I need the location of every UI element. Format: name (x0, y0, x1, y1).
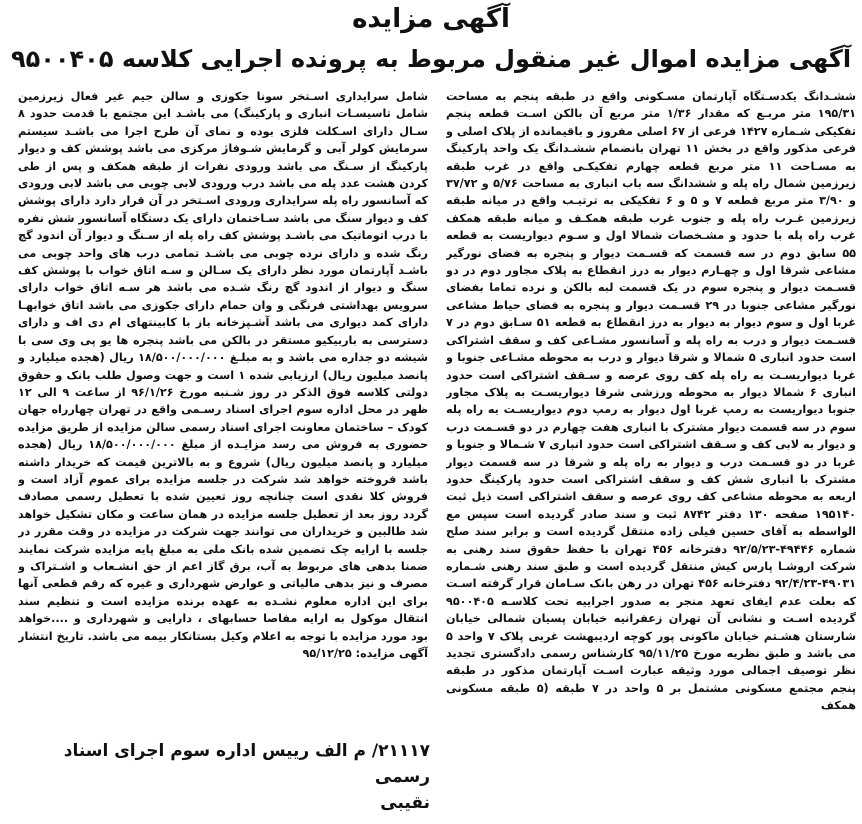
body-left-column: شامل سرایداری اسـتخر سونا جکوزی و سالن جیم غیر فعال زیرزمین شامل تاسیسـات انباری و پارکینگ) می باشـد این مجتمع با قدمت حدود ۸ سـال دارای اسـکلت فلزی بوده و نمای آن طرح اجرا می باشـد سیستم سرمایش کولر آبی و گرمایش شـوفاژ مرکزی می باشد پوشش کف و دیوار پارکینگ از سـنگ می باشد ورودی نفرات از طبقه همکف و پس از طی کردن هشت عدد پله می باشد درب ورودی لابی چوبی می باشد لابی ورودی که آسانسور راه پله سرایداری ورودی اسـتخر در آن قرار دارد دارای پوشش کف و دیوار سنگ می باشد سـاختمان دارای یک دستگاه آسانسور شش نفره با درب اتوماتیک می باشـد پوشش کف راه پله از سـنگ و دیوار آن اندود گچ رنگ شده و دارای نرده چوبی می باشـد تمامی درب های واحد چوبی می باشـد آپارتمان مورد نظر دارای یک سـالن و سـه اتاق خواب با پوشش کف سنگ و دیوار از اندود گچ رنگ شـده می باشد هر سـه اتاق خواب دارای سرویس بهداشتی فرنگی و وان حمام دارای جکوزی می باشد اتاق خوابهـا دارای کمد دیواری می باشد آشـپزخانه باز با کابینتهای ام دی اف و دارای دسترسی به باربیکیو مستقر در بالکن می باشد پنجره ها یو پی وی سی با شیشه دو جداره می باشد و به مبلـغ ۱۸/۵۰۰/۰۰۰/۰۰۰ ریال (هجده میلیارد و پانصد میلیون ریال) ارزیابی شده ۱ است و جهت وصول طلب بانک و حقوق دولتی کلاسه فوق الذکر در روز شـنبه مورخ ۹۶/۱/۲۶ از ساعت ۹ الی ۱۲ ظهر در محل اداره سوم اجرای اسناد رسـمی واقع در تهران چهارراه جهان کودک – ساختمان معاونت اجرای اسناد رسمی سالن مزایده از طریق مزایده حضوری به فروش می رسد مزایـده از مبلغ ۱۸/۵۰۰/۰۰۰/۰۰۰ ریال (هجده میلیارد و پانصد میلیون ریال) شروع و به بالاترین قیمت که خریدار داشته باشد فروخته خواهد شد شرکت در جلسه مزایده برای عموم آزاد است و فروش کلا نقدی است چنانچه روز تعیین شده با تعطیل رسمی مصادف گردد روز بعد از تعطیل جلسه مزایده در همان ساعت و مکان تشکیل خواهد شد طالبین و خریداران می توانند جهت شرکت در مزایده در وقت مقرر در جلسه با ارایه چک تضمین شده بانک ملی به مبلغ پایه مزایده شرکت نمایند ضمنا بدهی های مربوط به آب، برق گاز اعم از حق انشـعاب و اشـتراک و مصرف و نیز بدهی مالیاتی و عوارض شهرداری و غیره که رقم قطعی آنها برای این اداره معلوم نشـده به عهده برنده مزایده است و تنظیم سند انتقال موکول به ارایه مفاصا حسابهای ، دارایی و شهرداری و ....خواهد بود مورد مزایده با توجه به اعلام وکیل بستانکار بیمه می باشد. تاریخ انتشار آگهی مزایده: ۹۵/۱۲/۲۵ (18, 90, 428, 660)
signature-block (20, 738, 430, 816)
body-right-column: ششـدانگ یکدسـتگاه آپارتمان مسـکونی واقع در طبقه پنجم به مساحت ۱۹۵/۳۱ متر مربـع که مقدار ۱/۳۶ متر مربع آن بالکن اسـت قطعه پنجم تفکیکی شـماره ۱۴۲۷ فرعی از ۶۷ اصلی مفروز و باقیمانده از پلاک اصلی و فرعی مذکور واقع در بخش ۱۱ تهران بانضمام ششـدانگ یک واحد پارکینگ به مسـاحت ۱۱ متر مربع قطعه چهارم تفکیکـی واقع در غرب طبقه زیرزمین شمال راه پله و ششدانگ سه باب انباری به مساحت ۵/۷۶ و ۳۷/۷۲ و ۳/۹۰ متر مربع قطعه ۷ و ۵ و ۶ تفکیکی به ترتیـب واقع در میانه طبقه زیرزمین غـرب راه پله و جنوب غرب طبقه همکـف و میانه طبقه همکف غرب راه پله با حدود و مشـخصات شمالا اول و سـوم دیواریست به قطعه ۵۵ سابق دوم در سه قسمت که قسـمت دیوار و پنجره به فضای نورگیر مشاعی شرقا اول و چهـارم دیوار به درز انقطاع به پلاک مجاور دوم در دو قسـمت دیوار و پنجره سوم در یک قسمت لبه بالکن و نرده تماما بفضای نورگیر مشاعی جنوبا در ۲۹ قسـمت دیوار و پنجره به فضای حیاط مشاعی غربا اول و سوم دیوار به دیوار به درز انقطاع به قطعه ۵۱ سـابق دوم در ۷ قسـمت دیوار و درب به راه پله و آسانسور مشـاعی کف و سقف اشتراکی است حدود انباری ۵ شمالا و شرقا دیوار و درب به محوطه مشـاعی جنوبا و غربا دیواریسـت به راه پله کف روی عرصه و سـقف اشتراکی است حدود انباری ۶ شمالا دیوار به محوطه ورزشی شرقا دیواریسـت به پلاک مجاور جنوبا دیواریست به رمپ غربا اول دیوار به رمپ دوم دیواریسـت به راه پله سوم در سه قسمت دیوار مشترک با انباری هفت چهارم در دو قسـمت درب و دیوار به لابی کف و سـقف اشتراکی است حدود انباری ۷ شـمالا و جنوبا و غربا در دو قسـمت درب و دیوار به راه پله و شرقا در سه قسمت دیوار مشترک با انباری شش کف و سقف اشتراکی است حدود پارکینگ حدود اربعه به محوطه مشاعی کف روی عرصه و سقف اشتراکی است ذیل ثبت ۱۹۵۱۴۰ صفحه ۱۳۰ دفتر ۸۷۴۲ ثبت و سند صادر گردیده است سپس مع الواسطه به آقای حسین فیلی زاده منتقل گردیده است و برابر سند صلح شماره ۴۹۴۴۶-۹۲/۵/۲۳ دفترخانه ۴۵۶ تهران با حفظ حقوق سند رهنی به شرکت اروشـا پارس کیش منتقل گردیده است و طبق سند رهنی شـماره ۴۹۰۳۱-۹۲/۴/۲۳ دفترخانه ۴۵۶ تهران در رهن بانک سـامان قرار گرفته اسـت که بعلت عدم ایفای تعهد منجر به صدور اجراییه تحت کلاسـه ۹۵۰۰۴۰۵ گردیده اسـت و نشانی آن تهران زعفرانیه خیابان پسیان شمالی خیابان شارستان هشـتم خیابان ماکونی پور کوچه اردیبهشت غربی پلاک ۷ واحد ۵ می باشد و طبق نظریه مورخ ۹۵/۱۱/۲۵ کارشناس رسمی دادگستری تجدید نظر توصیف اجمالی مورد وثیقه عبارت اسـت آپارتمان مذکور در طبقه پنجم مجتمع مسکونی مشتمل بر ۵ واحد در ۷ طبقه (۵ طبقه مسکونی همکف (446, 90, 856, 713)
signature-line: ۲۱۱۱۷/ م الف رییس اداره سوم اجرای اسناد رسمی (63, 741, 430, 787)
notice-title: آگهی مزایده (352, 4, 510, 34)
notice-subtitle: آگهی مزایده اموال غیر منقول مربوط به پرونده اجرایی کلاسه ۹۵۰۰۴۰۵ (10, 45, 852, 73)
signatory-name: نقیبی (380, 793, 430, 813)
